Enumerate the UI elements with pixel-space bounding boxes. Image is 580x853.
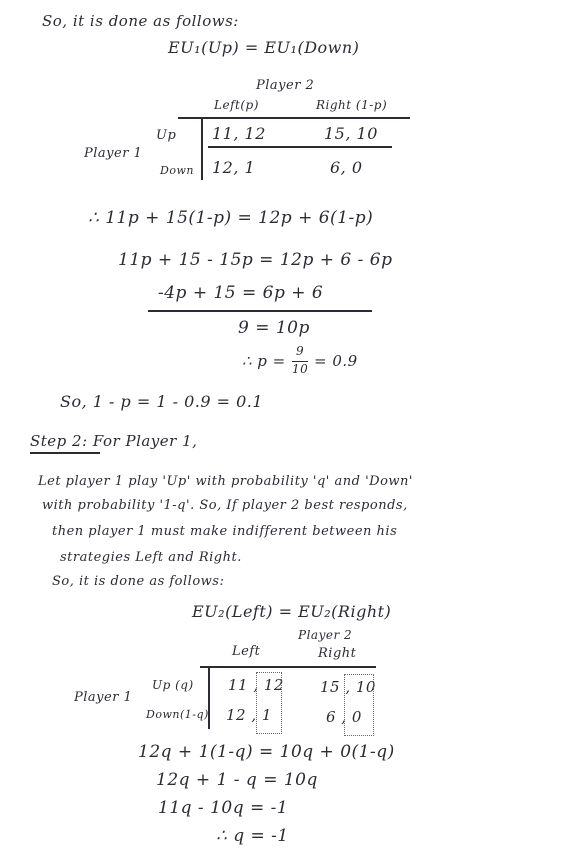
intro-text: So, it is done as follows: <box>42 12 239 30</box>
calc2-line3: 11q - 10q = -1 <box>158 798 289 818</box>
table1-up-left-payoff: 11, 12 <box>212 124 266 143</box>
calc1-line6: So, 1 - p = 1 - 0.9 = 0.1 <box>60 392 264 411</box>
table1-vertical-rule <box>201 118 203 180</box>
calc1-line5-suffix: = 0.9 <box>314 352 358 370</box>
table2-right-column-highlight <box>344 674 374 736</box>
step2-para-line4: strategies Left and Right. <box>60 550 242 565</box>
table2-right-header: Right <box>318 646 357 661</box>
step2-para-line2: with probability '1-q'. So, If player 2 best responds, <box>42 498 408 513</box>
table1-header-rule <box>178 117 410 119</box>
calc1-line5-prefix: ∴ p = <box>242 352 286 370</box>
calc2-line1: 12q + 1(1-q) = 10q + 0(1-q) <box>138 742 395 762</box>
calc1-line4: 9 = 10p <box>238 318 310 338</box>
table1-up-row-underline <box>208 146 392 148</box>
table2-down-left-payoff: 12 , 1 <box>226 706 272 724</box>
table2-up-left-payoff: 11 , 12 <box>228 676 284 694</box>
calc2-line2: 12q + 1 - q = 10q <box>156 770 318 790</box>
table1-down-left-payoff: 12, 1 <box>212 158 256 177</box>
table2-player1-label: Player 1 <box>74 690 133 705</box>
equation-eu2: EU₂(Left) = EU₂(Right) <box>192 602 392 621</box>
calc1-fraction-numerator: 9 <box>296 344 305 358</box>
table1-player2-label: Player 2 <box>256 78 315 93</box>
table2-down-right-payoff: 6 , 0 <box>326 708 362 726</box>
table2-up-label: Up (q) <box>152 678 194 692</box>
table2-down-label: Down(1-q) <box>146 708 209 721</box>
step2-para-line3: then player 1 must make indifferent between his <box>52 524 398 539</box>
table2-left-column-highlight <box>256 672 282 734</box>
calc1-line2: 11p + 15 - 15p = 12p + 6 - 6p <box>118 250 393 270</box>
step2-para-line5: So, it is done as follows: <box>52 574 225 589</box>
step2-heading-underline <box>30 452 100 454</box>
calc1-line1: ∴ 11p + 15(1-p) = 12p + 6(1-p) <box>88 208 374 228</box>
table2-left-header: Left <box>232 644 261 659</box>
equation-eu1: EU₁(Up) = EU₁(Down) <box>168 38 360 57</box>
calc1-line3-underline <box>148 310 372 312</box>
calc1-line3: -4p + 15 = 6p + 6 <box>158 283 324 303</box>
calc2-line4: ∴ q = -1 <box>216 826 289 846</box>
table1-player1-label: Player 1 <box>84 146 143 161</box>
table2-header-rule <box>200 666 376 668</box>
table1-down-label: Down <box>160 164 194 177</box>
table2-up-right-payoff: 15 , 10 <box>320 678 376 696</box>
calc1-fraction-denominator: 10 <box>292 362 309 376</box>
step2-heading: Step 2: For Player 1, <box>30 432 198 450</box>
table1-right-header: Right (1-p) <box>316 98 388 112</box>
table1-down-right-payoff: 6, 0 <box>330 158 363 177</box>
table1-up-label: Up <box>156 128 177 143</box>
table2-player2-label: Player 2 <box>298 628 353 642</box>
table1-left-header: Left(p) <box>214 98 259 112</box>
table1-up-right-payoff: 15, 10 <box>324 124 378 143</box>
step2-para-line1: Let player 1 play 'Up' with probability 'q' and 'Down' <box>38 474 413 489</box>
